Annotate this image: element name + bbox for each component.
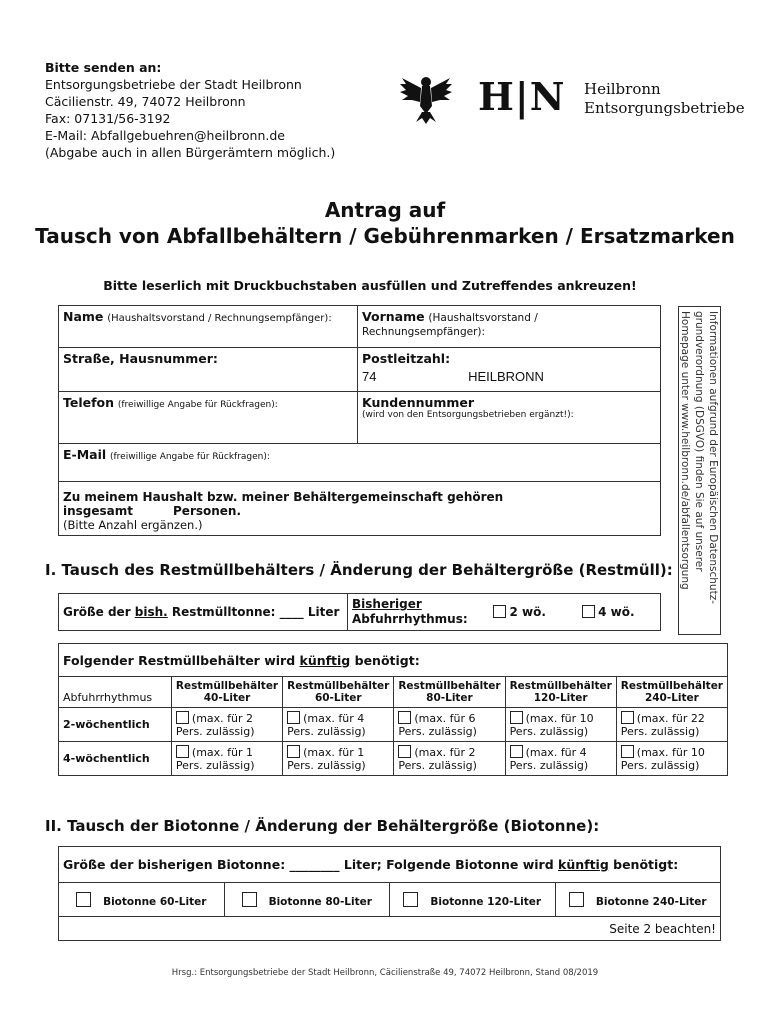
sender-address <box>45 59 335 161</box>
bio-option[interactable] <box>59 883 225 917</box>
size-underlined: bish. <box>134 605 168 619</box>
row-label: 2-wöchentlich <box>59 708 172 742</box>
col-header <box>283 677 394 708</box>
plz-label: Postleitzahl: <box>362 351 451 366</box>
personal-data-table <box>58 305 661 536</box>
name-hint: (Haushaltsvorstand / Rechnungsempfänger): <box>107 313 332 324</box>
checkbox-icon[interactable] <box>510 745 523 758</box>
rhythm-option-4[interactable] <box>582 605 634 619</box>
col-header <box>505 677 616 708</box>
option-suffix: Pers. zulässig) <box>620 759 700 772</box>
section-1-heading: I. Tausch des Restmüllbehälters / Änderung der Behältergröße (Restmüll): <box>45 561 673 579</box>
option-suffix: Pers. zulässig) <box>398 759 477 772</box>
needed-post: benötigt: <box>350 652 420 668</box>
household-field[interactable] <box>59 482 661 536</box>
checkbox-icon[interactable] <box>242 892 257 907</box>
checkbox-icon[interactable] <box>176 745 189 758</box>
col-header-l1: Restmüllbehälter <box>620 680 723 692</box>
option-cell[interactable] <box>505 742 616 776</box>
biotonne-table <box>58 846 721 941</box>
bio-size-field[interactable] <box>59 847 721 883</box>
bio-option[interactable] <box>555 883 721 917</box>
bio-option-label: Biotonne 240-Liter <box>595 895 707 908</box>
sender-line: Cäcilienstr. 49, 74072 Heilbronn <box>45 94 246 109</box>
checkbox-icon[interactable] <box>569 892 584 907</box>
street-label: Straße, Hausnummer: <box>63 351 218 366</box>
col-header <box>394 677 505 708</box>
checkbox-icon[interactable] <box>582 605 595 618</box>
checkbox-icon[interactable] <box>76 892 91 907</box>
option-suffix: Pers. zulässig) <box>175 759 255 772</box>
phone-hint: (freiwillige Angabe für Rückfragen): <box>117 400 278 410</box>
col-header-l2: 40-Liter <box>203 692 251 704</box>
option-cell[interactable] <box>505 708 616 742</box>
plz-value: 74 <box>362 369 377 384</box>
checkbox-icon[interactable] <box>621 745 634 758</box>
checkbox-icon[interactable] <box>398 711 411 724</box>
checkbox-icon[interactable] <box>287 745 300 758</box>
option-text: (max. für 10 <box>636 746 705 759</box>
option-cell[interactable] <box>171 708 282 742</box>
option-cell[interactable] <box>394 708 505 742</box>
footer: Hrsg.: Entsorgungsbetriebe der Stadt Heilbronn, Cäcilienstraße 49, 74072 Heilbronn, Stand 08/2019 <box>171 968 599 978</box>
bio-size-underlined: künftig <box>558 857 609 872</box>
name-label: Name <box>63 309 104 324</box>
current-restmuell-table <box>58 593 661 631</box>
title-line-2: Tausch von Abfallbehältern / Gebührenmarken / Ersatzmarken <box>35 224 735 248</box>
logo-mark: H|N <box>478 74 566 119</box>
title-line-1: Antrag auf <box>324 198 446 222</box>
sender-line: (Abgabe auch in allen Bürgerämtern möglich.) <box>45 145 336 160</box>
rhythm-label-cell <box>348 594 490 631</box>
option-cell[interactable] <box>616 742 727 776</box>
checkbox-icon[interactable] <box>510 711 523 724</box>
col-header-l1: Restmüllbehälter <box>287 680 390 692</box>
phone-label: Telefon <box>63 395 115 410</box>
sender-line: Fax: 07131/56-3192 <box>45 111 171 126</box>
eagle-icon <box>398 72 454 126</box>
option-cell[interactable] <box>283 708 394 742</box>
email-field[interactable] <box>59 444 661 482</box>
rhythm-options <box>489 594 660 631</box>
col-header-l1: Restmüllbehälter <box>509 680 612 692</box>
logo-text <box>584 80 745 118</box>
customer-label: Kundennummer <box>362 395 475 410</box>
option-cell[interactable] <box>283 742 394 776</box>
needed-underlined: künftig <box>299 652 351 668</box>
bio-size-post: benötigt: <box>608 857 679 872</box>
col-header-l1: Restmüllbehälter <box>398 680 501 692</box>
future-restmuell-table <box>58 643 728 776</box>
name-field[interactable] <box>59 306 358 348</box>
needed-pre: Folgender Restmüllbehälter wird <box>63 652 300 668</box>
bio-option[interactable] <box>224 883 390 917</box>
option-suffix: Pers. zulässig) <box>509 759 589 772</box>
table-row <box>59 742 728 776</box>
vorname-field[interactable] <box>358 306 661 348</box>
privacy-note: Informationen aufgrund der Europäischen Datenschutz-grundverordnung (DSGVO) finden Sie auf unserer Homepage unter www.heilbronn.de/abfallentsorgung <box>679 311 719 604</box>
option-text: (max. für 4 <box>525 746 587 759</box>
household-text: Zu meinem Haushalt bzw. meiner Behältergemeinschaft gehören insgesamt <box>63 490 504 518</box>
logo-line: Entsorgungsbetriebe <box>584 99 745 117</box>
checkbox-icon[interactable] <box>493 605 506 618</box>
logo-line: Heilbronn <box>584 80 661 98</box>
col-header-rhythm: Abfuhrrhythmus <box>59 677 172 708</box>
option-suffix: Pers. zulässig) <box>287 759 366 772</box>
col-header-l2: 80-Liter <box>426 692 473 704</box>
phone-field[interactable] <box>59 392 358 444</box>
vorname-label: Vorname <box>362 309 425 324</box>
checkbox-icon[interactable] <box>287 711 300 724</box>
option-text: (max. für 1 <box>191 746 254 759</box>
checkbox-icon[interactable] <box>398 745 411 758</box>
opt2-label: 4 wö. <box>598 605 635 619</box>
size-post: Restmülltonne: ____ Liter <box>167 605 340 619</box>
col-header-l2: 240-Liter <box>644 692 699 704</box>
col-header-l1: Restmüllbehälter <box>175 680 279 692</box>
rhythm-underlined: Bisheriger <box>352 597 422 611</box>
bio-option-label: Biotonne 80-Liter <box>268 895 372 908</box>
sender-line: E-Mail: Abfallgebuehren@heilbronn.de <box>45 128 285 143</box>
option-text: (max. für 6 <box>414 712 476 725</box>
option-text: (max. für 2 <box>191 712 254 725</box>
col-header-l2: 60-Liter <box>314 692 362 704</box>
option-cell[interactable] <box>394 742 505 776</box>
option-suffix: Pers. zulässig) <box>509 725 589 738</box>
rhythm-rest: Abfuhrrhythmus: <box>352 612 468 626</box>
see-page-2-note: Seite 2 beachten! <box>59 917 721 941</box>
vorname-hint: (Haushaltsvorstand / Rechnungsempfänger): <box>362 312 538 338</box>
privacy-note-box <box>678 306 721 635</box>
opt1-label: 2 wö. <box>509 605 546 619</box>
current-size-field[interactable] <box>59 594 348 631</box>
household-unit: Personen. <box>173 504 242 518</box>
household-hint: (Bitte Anzahl ergänzen.) <box>63 518 203 532</box>
col-header <box>616 677 727 708</box>
option-suffix: Pers. zulässig) <box>620 725 700 738</box>
option-cell[interactable] <box>616 708 727 742</box>
col-header-l2: 120-Liter <box>533 692 588 704</box>
rhythm-option-2[interactable] <box>493 605 545 619</box>
size-pre: Größe der <box>63 605 135 619</box>
customer-number-field[interactable] <box>358 392 661 444</box>
row-label: 4-wöchentlich <box>59 742 172 776</box>
city-value: HEILBRONN <box>468 369 544 384</box>
checkbox-icon[interactable] <box>621 711 634 724</box>
bio-option-label: Biotonne 60-Liter <box>103 895 207 908</box>
plz-field[interactable] <box>358 348 661 392</box>
customer-hint: (wird von den Entsorgungsbetrieben ergänzt!): <box>362 410 574 420</box>
section-2-heading: II. Tausch der Biotonne / Änderung der Behältergröße (Biotonne): <box>45 817 600 835</box>
option-suffix: Pers. zulässig) <box>175 725 255 738</box>
option-suffix: Pers. zulässig) <box>287 725 366 738</box>
option-text: (max. für 4 <box>303 712 365 725</box>
email-label: E-Mail <box>63 447 107 462</box>
option-text: (max. für 22 <box>636 712 705 725</box>
option-text: (max. für 1 <box>303 746 365 759</box>
checkbox-icon[interactable] <box>176 711 189 724</box>
col-header <box>171 677 282 708</box>
option-cell[interactable] <box>171 742 282 776</box>
street-field[interactable] <box>59 348 358 392</box>
bio-size-text: Größe der bisherigen Biotonne: ________ Liter; Folgende Biotonne wird <box>63 857 559 872</box>
checkbox-icon[interactable] <box>403 892 418 907</box>
email-hint: (freiwillige Angabe für Rückfragen): <box>110 452 270 462</box>
bio-option-label: Biotonne 120-Liter <box>430 895 542 908</box>
bio-option[interactable] <box>390 883 556 917</box>
option-text: (max. für 10 <box>525 712 594 725</box>
option-text: (max. für 2 <box>414 746 476 759</box>
future-heading-cell <box>59 644 728 677</box>
sender-heading: Bitte senden an: <box>45 60 162 75</box>
option-suffix: Pers. zulässig) <box>398 725 477 738</box>
sender-line: Entsorgungsbetriebe der Stadt Heilbronn <box>45 77 302 92</box>
instruction: Bitte leserlich mit Druckbuchstaben ausfüllen und Zutreffendes ankreuzen! <box>103 278 637 293</box>
table-row <box>59 708 728 742</box>
